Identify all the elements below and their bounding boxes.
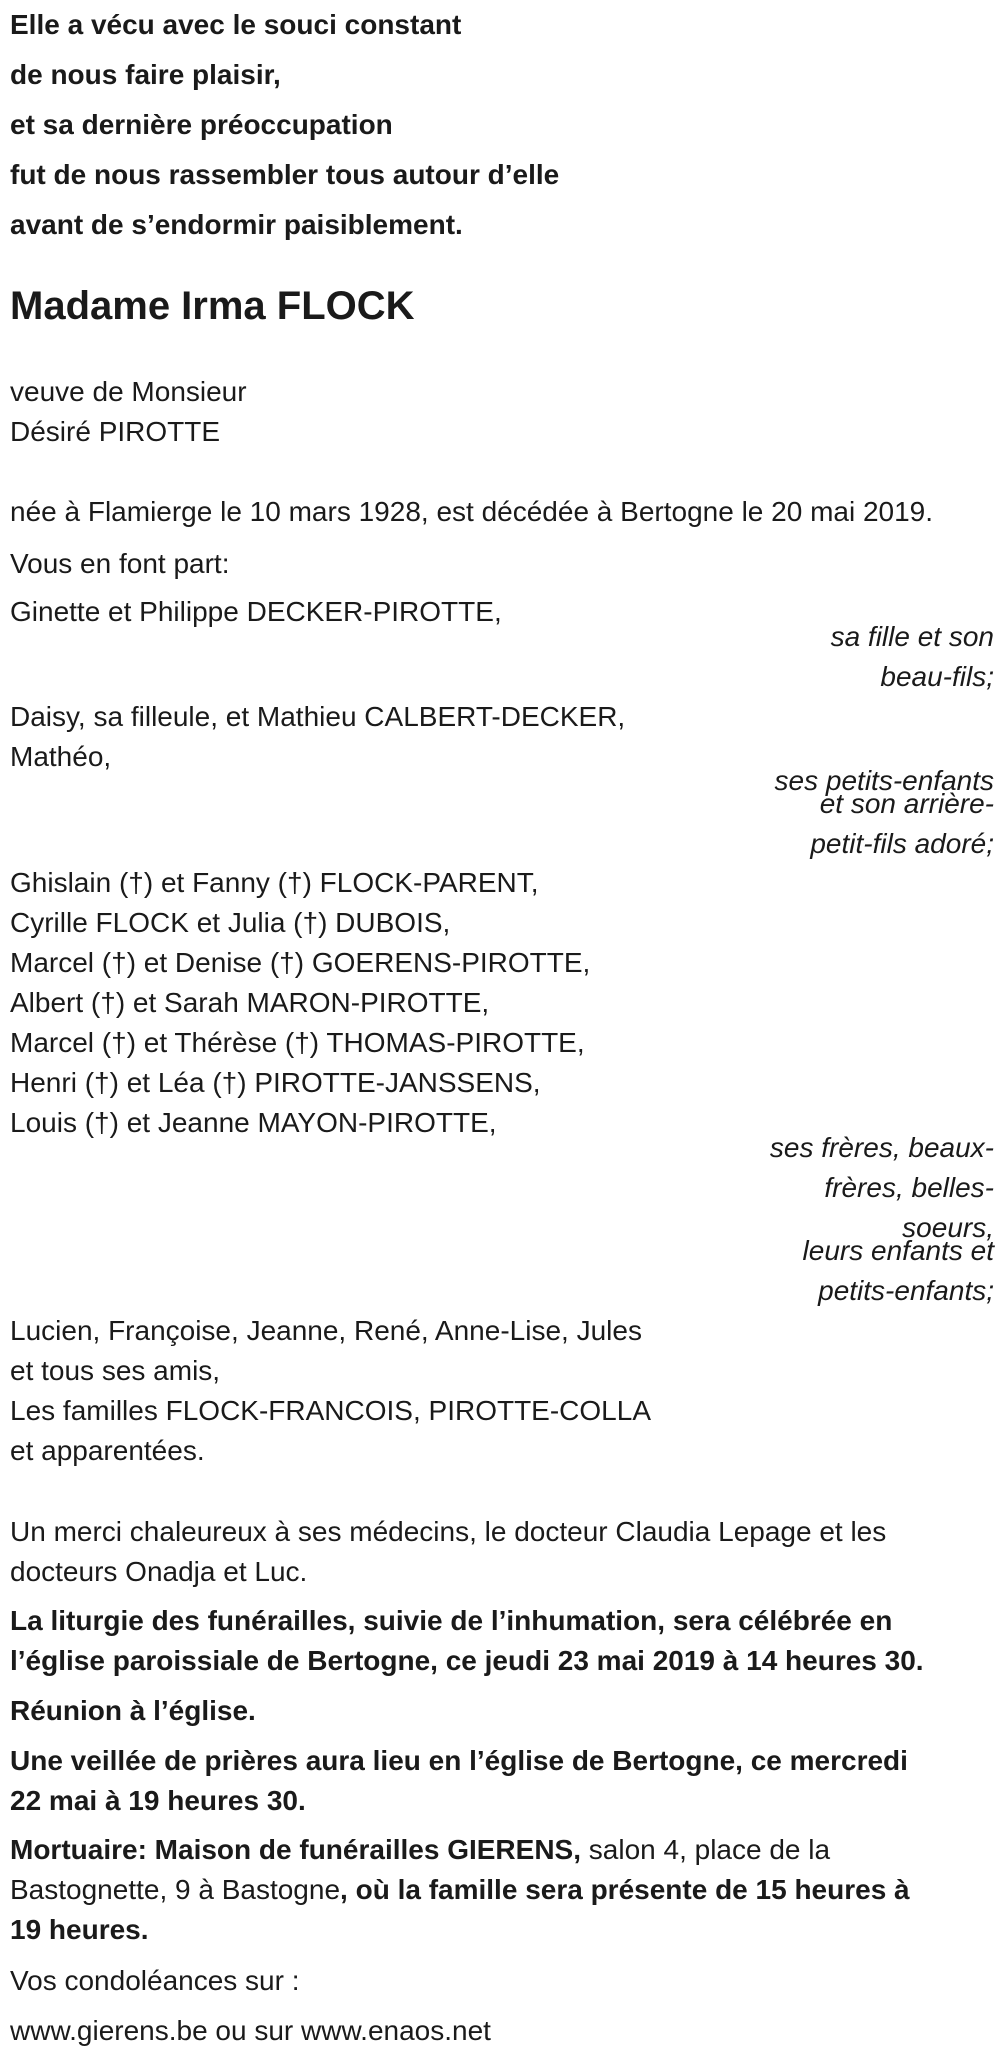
family-relation-line: leurs enfants et	[802, 1235, 994, 1266]
intro-line: Elle a vécu avec le souci constant	[10, 9, 462, 40]
family-relation-line: et son arrière-	[819, 788, 994, 819]
vigil-line: 22 mai à 19 heures 30.	[10, 1785, 306, 1816]
family-names-line: Marcel (†) et Thérèse (†) THOMAS-PIROTTE,	[10, 1027, 585, 1058]
website-separator: ou sur	[207, 2015, 302, 2046]
condolences-websites	[0, 2011, 1000, 2051]
family-names-line: Henri (†) et Léa (†) PIROTTE-JANSSENS,	[10, 1067, 541, 1098]
family-presence: 19 heures.	[10, 1914, 149, 1945]
family-relation-line: soeurs,	[902, 1212, 994, 1243]
mortuary-line	[0, 1910, 1000, 1950]
widow-line: Désiré PIROTTE	[10, 416, 221, 447]
family-names-line: Albert (†) et Sarah MARON-PIROTTE,	[10, 987, 490, 1018]
website-enaos: www.enaos.net	[301, 2015, 491, 2046]
intro-line: fut de nous rassembler tous autour d’elle	[10, 159, 560, 190]
announcement: Vous en font part:	[10, 548, 230, 579]
family-relation-line: beau-fils;	[880, 661, 994, 692]
mortuary-line	[0, 1870, 1000, 1910]
family-names-line: Mathéo,	[10, 741, 112, 772]
family-names-line: Ginette et Philippe DECKER-PIROTTE,	[10, 596, 502, 627]
family-names-line: Marcel (†) et Denise (†) GOERENS-PIROTTE,	[10, 947, 591, 978]
family-names-line: Ghislain (†) et Fanny (†) FLOCK-PARENT,	[10, 867, 539, 898]
mortuary-info	[0, 1830, 1000, 1950]
family-relation	[0, 1231, 1000, 1311]
family-names-line: Daisy, sa filleule, et Mathieu CALBERT-DECKER,	[10, 701, 626, 732]
thanks-line: docteurs Onadja et Luc.	[10, 1556, 308, 1587]
intro-line: de nous faire plaisir,	[10, 59, 281, 90]
widow-of	[0, 372, 1000, 452]
family-relation-line: sa fille et son	[830, 621, 994, 652]
family-relation-line: petit-fils adoré;	[810, 828, 994, 859]
family-presence: , où la famille sera présente de 15 heures à	[340, 1874, 910, 1905]
family-relation	[0, 1128, 1000, 1248]
website-gierens: www.gierens.be	[10, 2015, 208, 2046]
family-relation	[0, 784, 1000, 864]
family-names-line: et apparentées.	[10, 1435, 205, 1466]
family-group	[0, 592, 1000, 697]
intro-poem	[0, 0, 1000, 250]
family-names-line: Cyrille FLOCK et Julia (†) DUBOIS,	[10, 907, 451, 938]
family-relation-line: frères, belles-	[824, 1172, 994, 1203]
mortuary-line	[0, 1830, 1000, 1870]
family-relation-line: ses frères, beaux-	[769, 1132, 994, 1163]
thanks-paragraph	[0, 1512, 1000, 1592]
mortuary-label: Mortuaire: Maison de funérailles GIERENS,	[10, 1834, 582, 1865]
family-names-line: et tous ses amis,	[10, 1355, 221, 1386]
thanks-line: Un merci chaleureux à ses médecins, le docteur Claudia Lepage et les	[10, 1516, 887, 1547]
family-names-line: Lucien, Françoise, Jeanne, René, Anne-Lise, Jules	[10, 1315, 642, 1346]
family-names-line: Les familles FLOCK-FRANCOIS, PIROTTE-COLLA	[10, 1395, 652, 1426]
intro-line: avant de s’endormir paisiblement.	[10, 209, 463, 240]
family-relation-line: petits-enfants;	[818, 1275, 994, 1306]
birth-death-dates: née à Flamierge le 10 mars 1928, est décédée à Bertogne le 20 mai 2019.	[10, 496, 934, 527]
mortuary-address: salon 4, place de la	[581, 1834, 831, 1865]
liturgy-line: l’église paroissiale de Bertogne, ce jeudi 23 mai 2019 à 14 heures 30.	[10, 1645, 924, 1676]
funeral-liturgy	[0, 1601, 1000, 1681]
family-relation-line: ses petits-enfants	[774, 765, 994, 796]
mortuary-address: Bastognette, 9 à Bastogne	[10, 1874, 341, 1905]
family-names-line: Louis (†) et Jeanne MAYON-PIROTTE,	[10, 1107, 497, 1138]
vigil-notice	[0, 1741, 1000, 1821]
liturgy-line: La liturgie des funérailles, suivie de l’inhumation, sera célébrée en	[10, 1605, 893, 1636]
widow-line: veuve de Monsieur	[10, 376, 247, 407]
intro-line: et sa dernière préoccupation	[10, 109, 393, 140]
deceased-name: Madame Irma FLOCK	[10, 284, 415, 328]
family-group	[0, 1311, 1000, 1471]
family-group	[0, 697, 1000, 864]
condolences-label: Vos condoléances sur :	[10, 1965, 300, 1996]
vigil-line: Une veillée de prières aura lieu en l’église de Bertogne, ce mercredi	[10, 1745, 908, 1776]
family-group	[0, 863, 1000, 1311]
meeting-notice: Réunion à l’église.	[10, 1695, 256, 1726]
